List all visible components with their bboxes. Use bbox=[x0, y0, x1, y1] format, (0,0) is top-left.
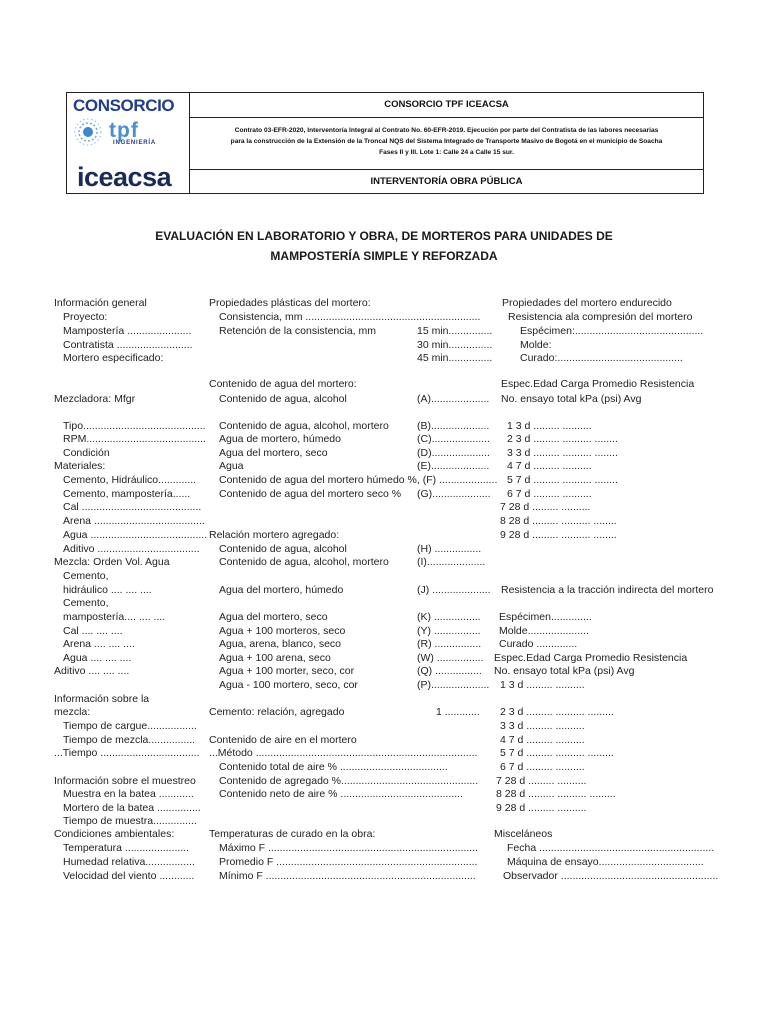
form-line: Contenido de agua, alcohol, mortero bbox=[219, 420, 389, 432]
form-line: Contenido de agua del mortero húmedo %, (F) .................... bbox=[219, 474, 498, 486]
form-line: (B).................... bbox=[417, 420, 490, 432]
form-line: 1 3 d ......... .......... bbox=[500, 679, 585, 691]
form-line: Cemento, Hidráulico............. bbox=[63, 474, 197, 486]
consortium-logo bbox=[67, 93, 190, 193]
form-line: Contenido de agua, alcohol, mortero bbox=[219, 556, 389, 568]
form-line: RPM......................................... bbox=[63, 433, 206, 445]
form-line: Propiedades plásticas del mortero: bbox=[209, 297, 371, 309]
form-line: Velocidad del viento ............ bbox=[63, 870, 195, 882]
form-line: Retención de la consistencia, mm bbox=[219, 325, 376, 337]
form-line: ...Tiempo .................................. bbox=[54, 747, 200, 759]
form-line: Cemento, bbox=[63, 570, 109, 582]
form-line: Consistencia, mm ............................................................ bbox=[219, 311, 481, 323]
tpf-globe-icon bbox=[73, 117, 103, 147]
form-line: (K) ................ bbox=[417, 611, 481, 623]
form-line: Temperatura ...................... bbox=[63, 842, 190, 854]
form-line: (C).................... bbox=[417, 433, 490, 445]
form-line: Arena .... .... .... bbox=[63, 638, 135, 650]
form-line: Agua ........................................ bbox=[63, 529, 208, 541]
form-line: 5 7 d ......... .......... ......... bbox=[500, 747, 614, 759]
form-line: Agua del mortero, seco bbox=[219, 447, 328, 459]
form-line: mezcla: bbox=[54, 706, 91, 718]
form-line: Información sobre el muestreo bbox=[54, 775, 196, 787]
form-line: (W) ................ bbox=[417, 652, 484, 664]
logo-ingenieria-text: INGENIERÍA bbox=[113, 140, 157, 146]
form-line: (R) ................ bbox=[417, 638, 482, 650]
contract-line-3: Fases II y III. Lote 1: Calle 24 a Calle 15 sur. bbox=[379, 149, 514, 156]
form-line: (H) ................ bbox=[417, 543, 482, 555]
form-line: Humedad relativa................. bbox=[63, 856, 195, 868]
form-line: Agua - 100 mortero, seco, cor bbox=[219, 679, 358, 691]
form-line: Agua + 100 arena, seco bbox=[219, 652, 331, 664]
form-line: Agua del mortero, seco bbox=[219, 611, 328, 623]
form-line: Contratista .......................... bbox=[63, 339, 193, 351]
form-line: Aditivo ................................... bbox=[63, 543, 200, 555]
form-line: 6 7 d ......... .......... bbox=[507, 488, 592, 500]
form-line: Cemento, mampostería...... bbox=[63, 488, 191, 500]
form-line: No. ensayo total kPa (psi) Avg bbox=[501, 393, 642, 405]
contract-description bbox=[190, 118, 703, 170]
form-line: Molde..................... bbox=[499, 625, 589, 637]
form-line: 5 7 d ......... .......... ........ bbox=[507, 474, 618, 486]
form-line: Información general bbox=[54, 297, 147, 309]
form-line: Temperaturas de curado en la obra: bbox=[209, 828, 376, 840]
document-title bbox=[0, 226, 768, 266]
form-line: Proyecto: bbox=[63, 311, 108, 323]
form-line: 4 7 d ......... .......... bbox=[507, 460, 592, 472]
form-line: 6 7 d ......... .......... bbox=[500, 761, 585, 773]
contract-line-2: para la construcción de la Extensión de la Troncal NQS del Sistema Integrado de Transporte Masivo de Bogotá en el municipio de Soacha bbox=[230, 138, 663, 145]
form-line: (J) .................... bbox=[417, 584, 491, 596]
form-line: (I).................... bbox=[417, 556, 486, 568]
form-line: Muestra en la batea ............ bbox=[63, 788, 194, 800]
form-line: Materiales: bbox=[54, 460, 106, 472]
form-line: Contenido neto de aire % .......................................... bbox=[219, 788, 463, 800]
form-line: Agua + 100 morteros, seco bbox=[219, 625, 346, 637]
form-line: Agua .... .... .... bbox=[63, 652, 132, 664]
form-line: Aditivo .... .... .... bbox=[54, 665, 130, 677]
form-line: Tiempo de mezcla................ bbox=[63, 734, 196, 746]
form-line: Espécimen.............. bbox=[499, 611, 592, 623]
form-line: Contenido de aire en el mortero bbox=[209, 734, 357, 746]
form-line: Contenido de agua del mortero: bbox=[209, 378, 357, 390]
form-line: 9 28 d ......... .......... bbox=[496, 802, 587, 814]
title-line-2: MAMPOSTERÍA SIMPLE Y REFORZADA bbox=[270, 249, 498, 263]
form-line: Fecha ............................................................ bbox=[507, 842, 715, 854]
form-line: Arena ...................................... bbox=[63, 515, 205, 527]
logo-iceacsa-text: iceacsa bbox=[77, 162, 172, 192]
form-line: Mezcladora: Mfgr bbox=[54, 393, 136, 405]
form-line: Información sobre la bbox=[54, 693, 150, 705]
form-line: Espec.Edad Carga Promedio Resistencia bbox=[494, 652, 688, 664]
form-line: 4 7 d ......... .......... bbox=[500, 734, 585, 746]
form-line: 9 28 d ......... .......... ........ bbox=[500, 529, 617, 541]
logo-consorcio-text: CONSORCIO bbox=[73, 96, 175, 115]
form-line: 2 3 d ......... .......... ........ bbox=[507, 433, 618, 445]
form-line: Agua del mortero, húmedo bbox=[219, 584, 344, 596]
form-line: 2 3 d ......... .......... ......... bbox=[500, 706, 614, 718]
form-line: 8 28 d ......... .......... ........ bbox=[500, 515, 617, 527]
form-line: (A).................... bbox=[417, 393, 490, 405]
form-line: Contenido total de aire % ..................................... bbox=[219, 761, 448, 773]
title-line-1: EVALUACIÓN EN LABORATORIO Y OBRA, DE MORTEROS PARA UNIDADES DE bbox=[155, 229, 613, 243]
form-line: 15 min............... bbox=[417, 325, 493, 337]
company-name: CONSORCIO TPF ICEACSA bbox=[190, 93, 703, 118]
form-line: Condición bbox=[63, 447, 110, 459]
form-line: Cemento, bbox=[63, 597, 109, 609]
form-line: mampostería.... .... .... bbox=[63, 611, 166, 623]
form-line: Misceláneos bbox=[494, 828, 553, 840]
form-line: Resistencia ala compresión del mortero bbox=[508, 311, 693, 323]
form-line: Mortero de la batea ............... bbox=[63, 802, 201, 814]
form-line: Condiciones ambientales: bbox=[54, 828, 175, 840]
form-line: Tiempo de muestra............... bbox=[63, 815, 197, 827]
form-line: Agua + 100 morter, seco, cor bbox=[219, 665, 355, 677]
form-line: (Y) ................ bbox=[417, 625, 481, 637]
form-line: 1 3 d ......... .......... bbox=[507, 420, 592, 432]
form-line: Mortero especificado: bbox=[63, 352, 164, 364]
department-label: INTERVENTORÍA OBRA PÚBLICA bbox=[370, 176, 523, 187]
form-line: Tipo.......................................... bbox=[63, 420, 206, 432]
form-line: Promedio F ..................................................................... bbox=[219, 856, 478, 868]
form-line: (Q) ................ bbox=[417, 665, 482, 677]
form-line: Agua, arena, blanco, seco bbox=[219, 638, 342, 650]
form-line: Resistencia a la tracción indirecta del mortero bbox=[501, 584, 714, 596]
form-line: 30 min............... bbox=[417, 339, 493, 351]
form-line: No. ensayo total kPa (psi) Avg bbox=[494, 665, 635, 677]
form-line: Mampostería ...................... bbox=[63, 325, 192, 337]
form-line: (E).................... bbox=[417, 460, 490, 472]
form-line: Máquina de ensayo.................................... bbox=[507, 856, 704, 868]
form-line: Contenido de agua del mortero seco % bbox=[219, 488, 402, 500]
form-line: Agua de mortero, húmedo bbox=[219, 433, 341, 445]
contract-line-1: Contrato 03-EFR-2020, Interventoría Integral al Contrato No. 60-EFR-2019. Ejecución por parte del Contratista de las labores necesarias bbox=[234, 127, 659, 134]
document-header bbox=[66, 92, 704, 194]
form-line: 8 28 d ......... .......... ......... bbox=[496, 788, 616, 800]
form-line: 3 3 d ......... .......... ........ bbox=[507, 447, 618, 459]
form-line: 7 28 d ......... .......... bbox=[500, 501, 591, 513]
form-line: Relación mortero agregado: bbox=[209, 529, 340, 541]
form-line: Cal .... .... .... bbox=[63, 625, 123, 637]
form-line: Máximo F ........................................................................ bbox=[219, 842, 479, 854]
form-line: Mezcla: Orden Vol. Agua bbox=[54, 556, 170, 568]
logo-tpf-text: tpf bbox=[109, 119, 139, 142]
form-line: Tiempo de cargue................. bbox=[63, 720, 197, 732]
form-line: Cal ......................................... bbox=[63, 501, 202, 513]
form-line: Contenido de agregado %............................................... bbox=[219, 775, 479, 787]
form-line: (G).................... bbox=[417, 488, 491, 500]
form-line: Contenido de agua, alcohol bbox=[219, 543, 347, 555]
form-line: 1 ............ bbox=[436, 706, 480, 718]
form-line: Agua bbox=[219, 460, 244, 472]
form-line: Cemento: relación, agregado bbox=[209, 706, 345, 718]
form-line: 45 min............... bbox=[417, 352, 493, 364]
form-line: (P).................... bbox=[417, 679, 490, 691]
form-line: Propiedades del mortero endurecido bbox=[502, 297, 672, 309]
form-line: 7 28 d ......... .......... bbox=[496, 775, 587, 787]
form-line: 3 3 d ......... .......... bbox=[500, 720, 585, 732]
form-line: Observador ...................................................... bbox=[503, 870, 719, 882]
form-line: Contenido de agua, alcohol bbox=[219, 393, 347, 405]
form-line: Curado:........................................... bbox=[520, 352, 683, 364]
form-line: Curado .............. bbox=[499, 638, 578, 650]
form-line: ...Método ............................................................................ bbox=[209, 747, 478, 759]
form-line: (D).................... bbox=[417, 447, 490, 459]
form-line: Molde: bbox=[520, 339, 552, 351]
form-line: Espec.Edad Carga Promedio Resistencia bbox=[501, 378, 695, 390]
form-line: Espécimen:............................................ bbox=[520, 325, 704, 337]
form-line: hidráulico .... .... .... bbox=[63, 584, 152, 596]
form-line: Mínimo F ........................................................................ bbox=[219, 870, 476, 882]
